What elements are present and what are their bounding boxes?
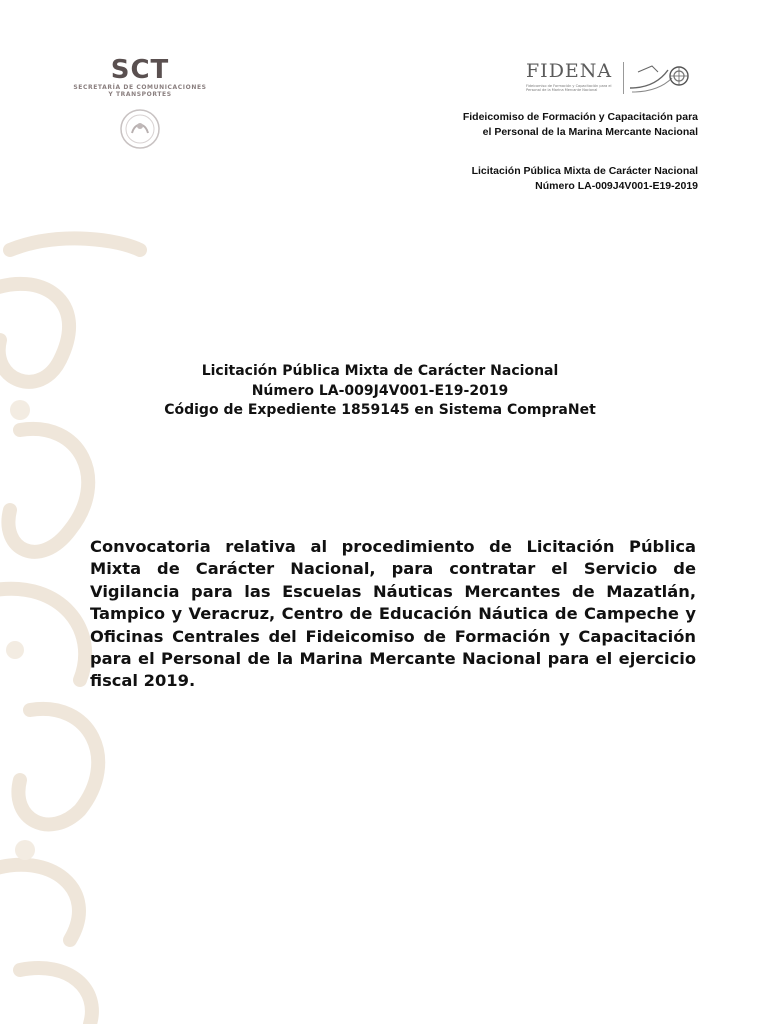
document-title-block [0,362,770,421]
header-lic-line-1: Licitación Pública Mixta de Carácter Nacional [471,165,698,177]
fidena-logo-divider [623,62,624,94]
fidena-logo-tagline: Fideicomiso de Formación y Capacitación para el Personal de la Marina Mercante Nacional [526,84,612,92]
sct-logo-subtitle-2: Y TRANSPORTES [108,91,172,98]
sct-logo [70,56,210,154]
header-org-line-2: el Personal de la Marina Mercante Nacional [482,126,698,138]
fidena-logo [526,58,696,100]
title-line-1: Licitación Pública Mixta de Carácter Nacional [201,363,559,379]
fidena-logo-name: FIDENA [526,60,613,82]
ship-icon [628,58,692,98]
title-line-3: Código de Expediente 1859145 en Sistema CompraNet [164,402,596,418]
mexico-seal-icon [119,108,161,150]
title-line-2: Número LA-009J4V001-E19-2019 [251,382,509,399]
header-organization [338,110,698,140]
header-org-line-1: Fideicomiso de Formación y Capacitación para [462,111,698,123]
convocatoria-paragraph: Convocatoria relativa al procedimiento de Licitación Pública Mixta de Carácter Nacional, para contratar el Servicio de Vigilancia para las Escuelas Náuticas Mercantes de Mazatlán, Tampico y Veracruz, Centro de Educación Náutica de Campeche y Oficinas Centrales del Fideicomiso de Formación y Capacitación para el Personal de la Marina Mercante Nacional para el ejercicio fiscal 2019. [90,537,696,691]
header-licitacion [338,164,698,194]
sct-logo-title: SCT [110,55,170,85]
sct-logo-subtitle-1: SECRETARÍA DE COMUNICACIONES [73,84,207,91]
header-lic-line-2: Número LA-009J4V001-E19-2019 [535,180,698,192]
